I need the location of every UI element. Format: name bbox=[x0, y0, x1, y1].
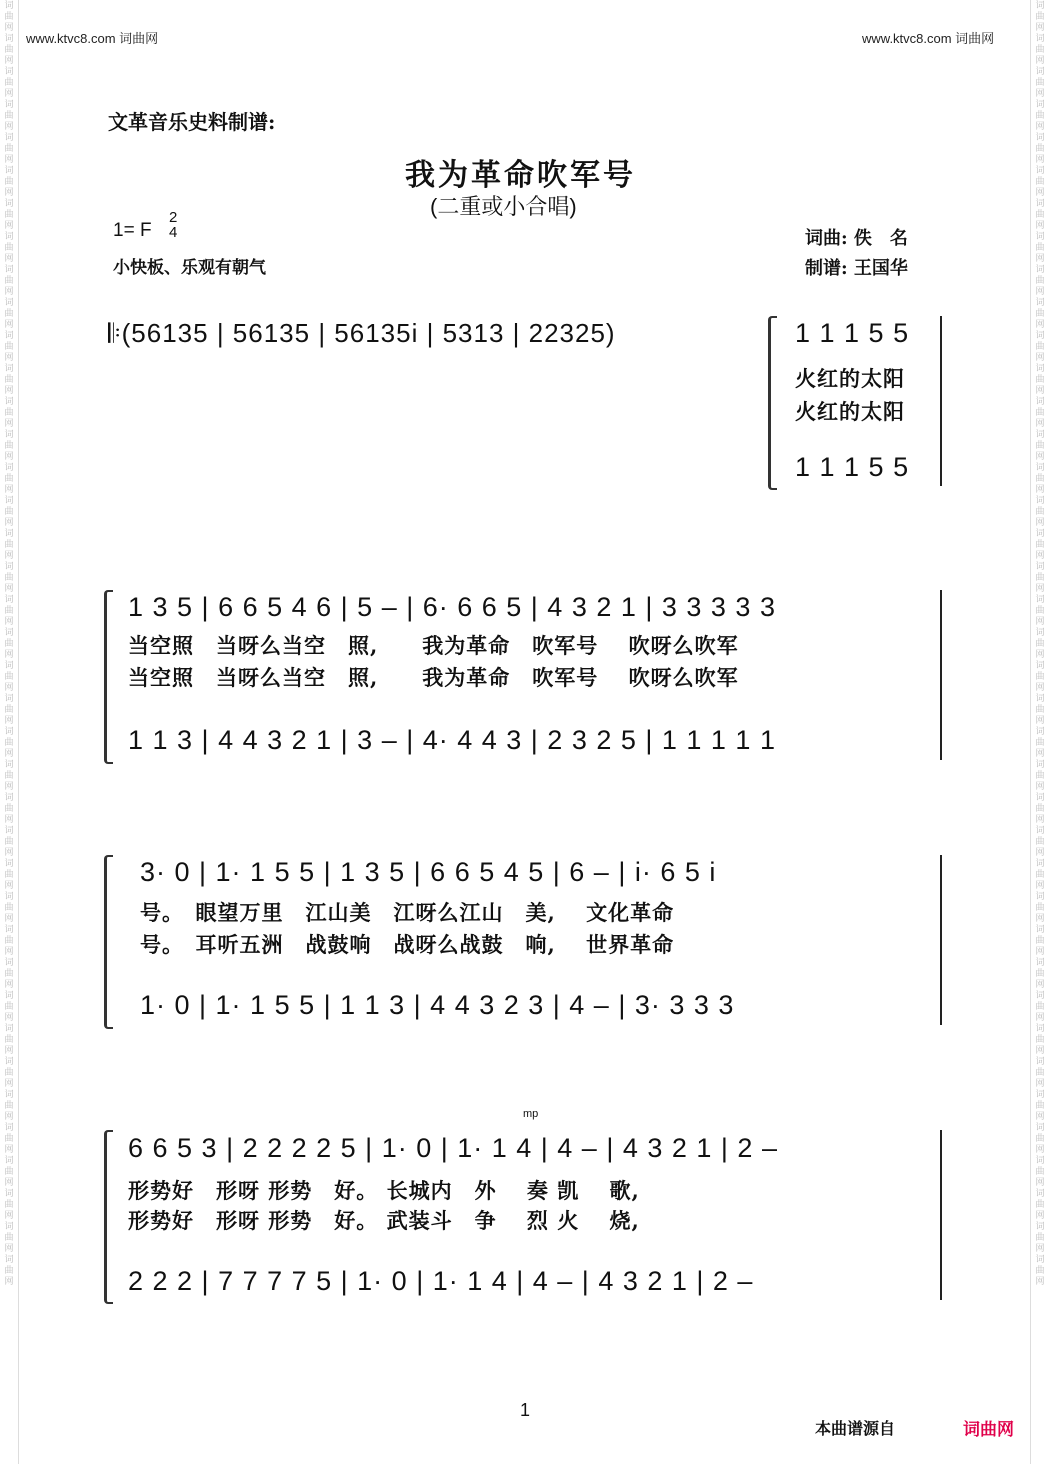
system3-lyric1: 号。 眼望万里 江山美 江呀么江山 美, 文化革命 bbox=[140, 900, 675, 925]
footer-source-text: 本曲谱源自 bbox=[815, 1421, 896, 1438]
right-watermark: 词曲网词曲网词曲网词曲网词曲网词曲网词曲网词曲网词曲网词曲网词曲网词曲网词曲网词曲网词曲网词曲网词曲网词曲网词曲网词曲网词曲网词曲网词曲网词曲网词曲网词曲网词曲网词曲网词曲网词曲网词曲网词曲网词曲网词曲网词曲网词曲网词曲网词曲网词曲网 bbox=[1035, 0, 1045, 1286]
system3-upper-notes: 3· 0 | 1· 1 5 5 | 1 3 5 | 6 6 5 4 5 | 6 – | i· 6 5 i bbox=[140, 857, 717, 887]
header-url-right[interactable]: www.ktvc8.com 词曲网 bbox=[862, 31, 995, 46]
system4-upper-notes: 6 6 5 3 | 2 2 2 2 5 | 1· 0 | 1· 1 4 | 4 – | 4 3 2 1 | 2 – bbox=[128, 1133, 778, 1163]
system2-lyric1: 当空照 当呀么当空 照, 我为革命 吹军号 吹呀么吹军 bbox=[128, 633, 739, 658]
header-url-left[interactable]: www.ktvc8.com 词曲网 bbox=[26, 31, 159, 46]
page-number: 1 bbox=[520, 1400, 531, 1420]
song-title: 我为革命吹军号 bbox=[405, 158, 636, 193]
system2-brace bbox=[104, 590, 113, 764]
system1-brace bbox=[768, 316, 777, 490]
system2-end-barline bbox=[940, 590, 942, 760]
system3-lower-notes: 1· 0 | 1· 1 5 5 | 1 1 3 | 4 4 3 2 3 | 4 – | 3· 3 3 3 bbox=[140, 990, 735, 1020]
system1-intro-notes: 𝄆(56135 | 56135 | 56135i | 5313 | 22325) bbox=[108, 318, 616, 348]
system4-lyric1: 形势好 形呀 形势 好。 长城内 外 奏 凯 歌, bbox=[128, 1178, 640, 1203]
credit-score: 制谱: 王国华 bbox=[805, 258, 908, 279]
system2-upper-notes: 1 3 5 | 6 6 5 4 6 | 5 – | 6· 6 6 5 | 4 3 2 1 | 3 3 3 3 3 bbox=[128, 592, 776, 622]
system1-upper-notes: 1 1 1 5 5 bbox=[795, 318, 910, 348]
tempo-marking: 小快板、乐观有朝气 bbox=[113, 258, 266, 278]
system2-lower-notes: 1 1 3 | 4 4 3 2 1 | 3 – | 4· 4 4 3 | 2 3 2 5 | 1 1 1 1 1 bbox=[128, 725, 776, 755]
system3-end-barline bbox=[940, 855, 942, 1025]
system4-lyric2: 形势好 形呀 形势 好。 武装斗 争 烈 火 烧, bbox=[128, 1208, 640, 1233]
system1-lyric1: 火红的太阳 bbox=[795, 366, 905, 391]
footer-source-brand[interactable]: 词曲网 bbox=[963, 1420, 1014, 1439]
system4-end-barline bbox=[940, 1130, 942, 1300]
system4-lower-notes: 2 2 2 | 7 7 7 7 5 | 1· 0 | 1· 1 4 | 4 – | 4 3 2 1 | 2 – bbox=[128, 1266, 754, 1296]
right-frame-line bbox=[1030, 0, 1031, 1464]
left-watermark: 词曲网词曲网词曲网词曲网词曲网词曲网词曲网词曲网词曲网词曲网词曲网词曲网词曲网词曲网词曲网词曲网词曲网词曲网词曲网词曲网词曲网词曲网词曲网词曲网词曲网词曲网词曲网词曲网词曲网词曲网词曲网词曲网词曲网词曲网词曲网词曲网词曲网词曲网词曲网 bbox=[4, 0, 14, 1286]
credit-lyrics: 词曲: 佚 名 bbox=[805, 228, 908, 249]
system4-brace bbox=[104, 1130, 113, 1304]
left-frame-line bbox=[18, 0, 19, 1464]
system1-lyric2: 火红的太阳 bbox=[795, 399, 905, 424]
system1-lower-notes: 1 1 1 5 5 bbox=[795, 452, 910, 482]
time-numerator: 2 bbox=[169, 209, 178, 226]
song-subtitle: (二重或小合唱) bbox=[430, 194, 577, 219]
system1-end-barline bbox=[940, 316, 942, 486]
system3-lyric2: 号。 耳听五洲 战鼓响 战呀么战鼓 响, 世界革命 bbox=[140, 932, 675, 957]
source-note: 文革音乐史料制谱: bbox=[108, 110, 276, 134]
system2-lyric2: 当空照 当呀么当空 照, 我为革命 吹军号 吹呀么吹军 bbox=[128, 665, 739, 690]
system3-brace bbox=[104, 855, 113, 1029]
time-denominator: 4 bbox=[169, 224, 178, 241]
key-signature: 1= F bbox=[113, 220, 152, 241]
time-signature bbox=[169, 210, 177, 240]
dynamic-marking: mp bbox=[523, 1108, 539, 1120]
